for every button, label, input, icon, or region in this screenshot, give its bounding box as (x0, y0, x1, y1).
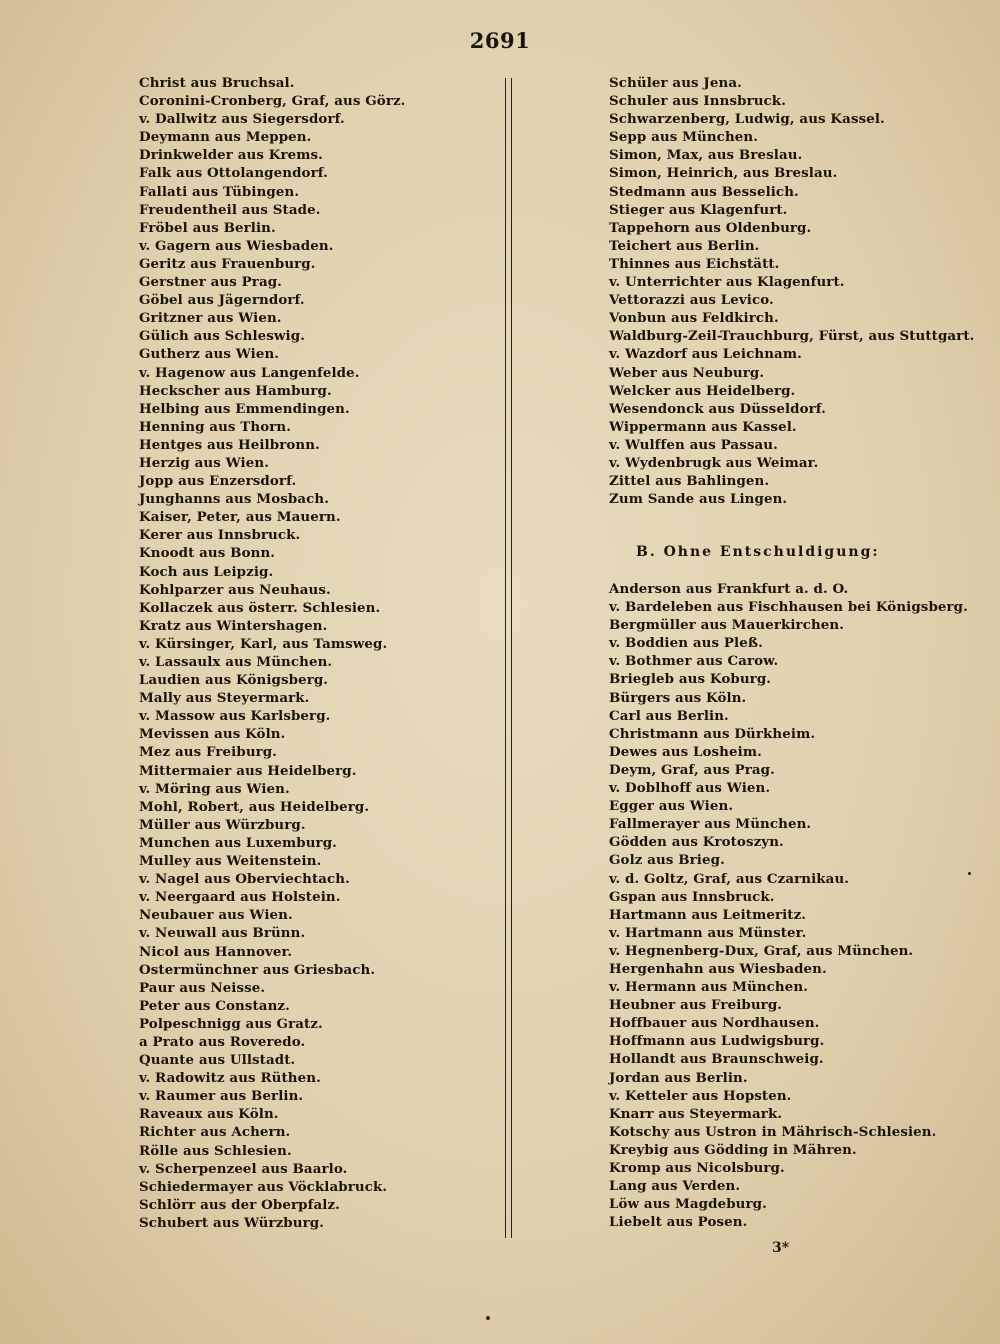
list-item: Welcker aus Heidelberg. (609, 382, 796, 399)
list-item: Hollandt aus Braunschweig. (609, 1051, 824, 1068)
list-item: Schlörr aus der Oberpfalz. (139, 1196, 340, 1213)
list-item: v. d. Goltz, Graf, aus Czarnikau. (609, 870, 850, 887)
list-item: Mally aus Steyermark. (139, 690, 310, 707)
list-item: a Prato aus Roveredo. (139, 1033, 306, 1050)
list-item: Ostermünchner aus Griesbach. (139, 961, 376, 978)
list-item: Mez aus Freiburg. (139, 744, 278, 761)
ink-speck (486, 1316, 490, 1320)
page-number: 2691 (469, 28, 531, 53)
list-item: Schiedermayer aus Vöcklabruck. (139, 1178, 388, 1195)
list-item: Kromp aus Nicolsburg. (609, 1160, 785, 1176)
list-item: v. Lassaulx aus München. (139, 654, 333, 670)
right-column-section-a (609, 74, 989, 508)
list-item: Hoffmann aus Ludwigsburg. (609, 1033, 825, 1050)
right-column-section-b (609, 580, 989, 1231)
list-item: Wesendonck aus Düsseldorf. (609, 400, 826, 417)
list-item: Thinnes aus Eichstätt. (609, 255, 780, 272)
list-item: v. Neuwall aus Brünn. (139, 925, 306, 942)
list-item: Anderson aus Frankfurt a. d. O. (609, 581, 849, 597)
list-item: Hentges aus Heilbronn. (139, 436, 320, 453)
list-item: Schüler aus Jena. (609, 75, 742, 91)
list-item: Weber aus Neuburg. (609, 364, 765, 381)
list-item: Christ aus Bruchsal. (139, 75, 295, 91)
list-item: Laudien aus Königsberg. (139, 672, 329, 689)
left-column (139, 74, 499, 1232)
ink-speck (968, 872, 971, 875)
list-item: Sepp aus München. (609, 129, 758, 146)
list-item: v. Wulffen aus Passau. (609, 436, 778, 453)
list-item: Bürgers aus Köln. (609, 689, 747, 706)
list-item: v. Hagenow aus Langenfelde. (139, 364, 360, 381)
list-item: Hoffbauer aus Nordhausen. (609, 1015, 820, 1032)
list-item: Fallati aus Tübingen. (139, 183, 300, 200)
list-item: v. Scherpenzeel aus Baarlo. (139, 1160, 348, 1177)
list-item: Egger aus Wien. (609, 798, 734, 815)
list-item: v. Dallwitz aus Siegersdorf. (139, 111, 345, 128)
list-item: Golz aus Brieg. (609, 852, 725, 869)
list-item: Müller aus Würzburg. (139, 816, 306, 833)
list-item: Gspan aus Innsbruck. (609, 888, 775, 905)
list-item: Briegleb aus Koburg. (609, 671, 772, 688)
list-item: Kratz aus Wintershagen. (139, 617, 328, 634)
list-item: Kerer aus Innsbruck. (139, 527, 301, 544)
list-item: v. Raumer aus Berlin. (139, 1088, 304, 1105)
list-item: Vettorazzi aus Levico. (609, 292, 774, 309)
list-item: Peter aus Constanz. (139, 997, 290, 1014)
list-item: Hartmann aus Leitmeritz. (609, 906, 807, 923)
list-item: Herzig aus Wien. (139, 454, 269, 471)
list-item: Neubauer aus Wien. (139, 907, 293, 924)
list-item: Junghanns aus Mosbach. (139, 491, 329, 508)
section-b-heading: B. Ohne Entschuldigung: (636, 544, 880, 560)
list-item: Munchen aus Luxemburg. (139, 834, 337, 851)
list-item: Kollaczek aus österr. Schlesien. (139, 599, 381, 616)
list-item: Mevissen aus Köln. (139, 726, 286, 743)
list-item: Schubert aus Würzburg. (139, 1214, 324, 1231)
list-item: Gritzner aus Wien. (139, 310, 282, 327)
list-item: Knoodt aus Bonn. (139, 545, 276, 562)
list-item: v. Nagel aus Oberviechtach. (139, 871, 350, 888)
list-item: Hergenhahn aus Wiesbaden. (609, 960, 827, 977)
list-item: Simon, Heinrich, aus Breslau. (609, 165, 838, 182)
list-item: Teichert aus Berlin. (609, 237, 760, 254)
list-item: Mulley aus Weitenstein. (139, 853, 322, 870)
list-item: Mohl, Robert, aus Heidelberg. (139, 798, 370, 815)
list-item: Waldburg-Zeil-Trauchburg, Fürst, aus Stuttgart. (609, 328, 975, 345)
list-item: Quante aus Ullstadt. (139, 1052, 296, 1069)
list-item: Deym, Graf, aus Prag. (609, 761, 775, 778)
list-item: Nicol aus Hannover. (139, 943, 293, 960)
list-item: Heckscher aus Hamburg. (139, 382, 332, 399)
list-item: Henning aus Thorn. (139, 418, 291, 435)
list-item: Simon, Max, aus Breslau. (609, 147, 803, 164)
list-item: Coronini-Cronberg, Graf, aus Görz. (139, 93, 406, 110)
signature-mark: 3* (772, 1240, 790, 1256)
list-item: Gerstner aus Prag. (139, 274, 282, 291)
list-item: Raveaux aus Köln. (139, 1106, 279, 1123)
list-item: Deymann aus Meppen. (139, 129, 312, 146)
list-item: Lang aus Verden. (609, 1178, 741, 1195)
list-item: v. Doblhoff aus Wien. (609, 780, 771, 797)
list-item: Schuler aus Innsbruck. (609, 93, 786, 110)
list-item: Fallmerayer aus München. (609, 816, 812, 833)
list-item: Gutherz aus Wien. (139, 346, 280, 363)
list-item: Helbing aus Emmendingen. (139, 400, 350, 417)
list-item: Rölle aus Schlesien. (139, 1142, 292, 1159)
list-item: v. Gagern aus Wiesbaden. (139, 237, 334, 254)
list-item: Göbel aus Jägerndorf. (139, 292, 305, 309)
list-item: v. Boddien aus Pleß. (609, 635, 763, 652)
list-item: Kohlparzer aus Neuhaus. (139, 581, 331, 598)
list-item: Bergmüller aus Mauerkirchen. (609, 617, 845, 634)
list-item: Löw aus Magdeburg. (609, 1196, 767, 1213)
list-item: Liebelt aus Posen. (609, 1214, 748, 1231)
list-item: v. Wazdorf aus Leichnam. (609, 346, 802, 363)
list-item: Schwarzenberg, Ludwig, aus Kassel. (609, 111, 885, 128)
list-item: v. Unterrichter aus Klagenfurt. (609, 274, 845, 291)
list-item: Kotschy aus Ustron in Mährisch-Schlesien. (609, 1123, 937, 1140)
list-item: v. Ketteler aus Hopsten. (609, 1087, 792, 1104)
list-item: Stieger aus Klagenfurt. (609, 201, 788, 218)
list-item: Zum Sande aus Lingen. (609, 491, 788, 508)
list-item: Dewes aus Losheim. (609, 743, 762, 760)
list-item: Jopp aus Enzersdorf. (139, 473, 297, 490)
list-item: Richter aus Achern. (139, 1124, 291, 1141)
list-item: Drinkwelder aus Krems. (139, 147, 323, 164)
list-item: v. Hartmann aus Münster. (609, 924, 807, 941)
list-item: v. Bardeleben aus Fischhausen bei Königsberg. (609, 599, 968, 616)
list-item: Geritz aus Frauenburg. (139, 255, 316, 272)
list-item: Wippermann aus Kassel. (609, 418, 797, 435)
list-item: Koch aus Leipzig. (139, 563, 274, 580)
list-item: Heubner aus Freiburg. (609, 997, 783, 1014)
list-item: v. Radowitz aus Rüthen. (139, 1070, 321, 1087)
list-item: v. Wydenbrugk aus Weimar. (609, 454, 819, 471)
list-item: Freudentheil aus Stade. (139, 201, 321, 218)
list-item: v. Kürsinger, Karl, aus Tamsweg. (139, 635, 388, 652)
list-item: v. Bothmer aus Carow. (609, 653, 779, 670)
list-item: Jordan aus Berlin. (609, 1069, 748, 1086)
list-item: Gülich aus Schleswig. (139, 328, 305, 345)
list-item: Carl aus Berlin. (609, 707, 729, 724)
list-item: Knarr aus Steyermark. (609, 1105, 783, 1122)
list-item: Kaiser, Peter, aus Mauern. (139, 509, 341, 526)
list-item: v. Hermann aus München. (609, 979, 808, 996)
list-item: Tappehorn aus Oldenburg. (609, 219, 812, 236)
list-item: v. Neergaard aus Holstein. (139, 889, 341, 906)
list-item: Zittel aus Bahlingen. (609, 473, 770, 490)
list-item: v. Möring aus Wien. (139, 780, 290, 797)
list-item: Gödden aus Krotoszyn. (609, 834, 784, 851)
list-item: Vonbun aus Feldkirch. (609, 310, 779, 327)
list-item: v. Massow aus Karlsberg. (139, 708, 331, 725)
list-item: Falk aus Ottolangendorf. (139, 165, 328, 182)
list-item: Stedmann aus Besselich. (609, 183, 799, 200)
list-item: Paur aus Neisse. (139, 979, 266, 996)
column-divider (505, 78, 512, 1238)
list-item: v. Hegnenberg-Dux, Graf, aus München. (609, 942, 914, 959)
list-item: Mittermaier aus Heidelberg. (139, 762, 357, 779)
list-item: Polpeschnigg aus Gratz. (139, 1015, 323, 1032)
list-item: Christmann aus Dürkheim. (609, 725, 816, 742)
list-item: Kreybig aus Gödding in Mähren. (609, 1141, 857, 1158)
list-item: Fröbel aus Berlin. (139, 219, 276, 236)
